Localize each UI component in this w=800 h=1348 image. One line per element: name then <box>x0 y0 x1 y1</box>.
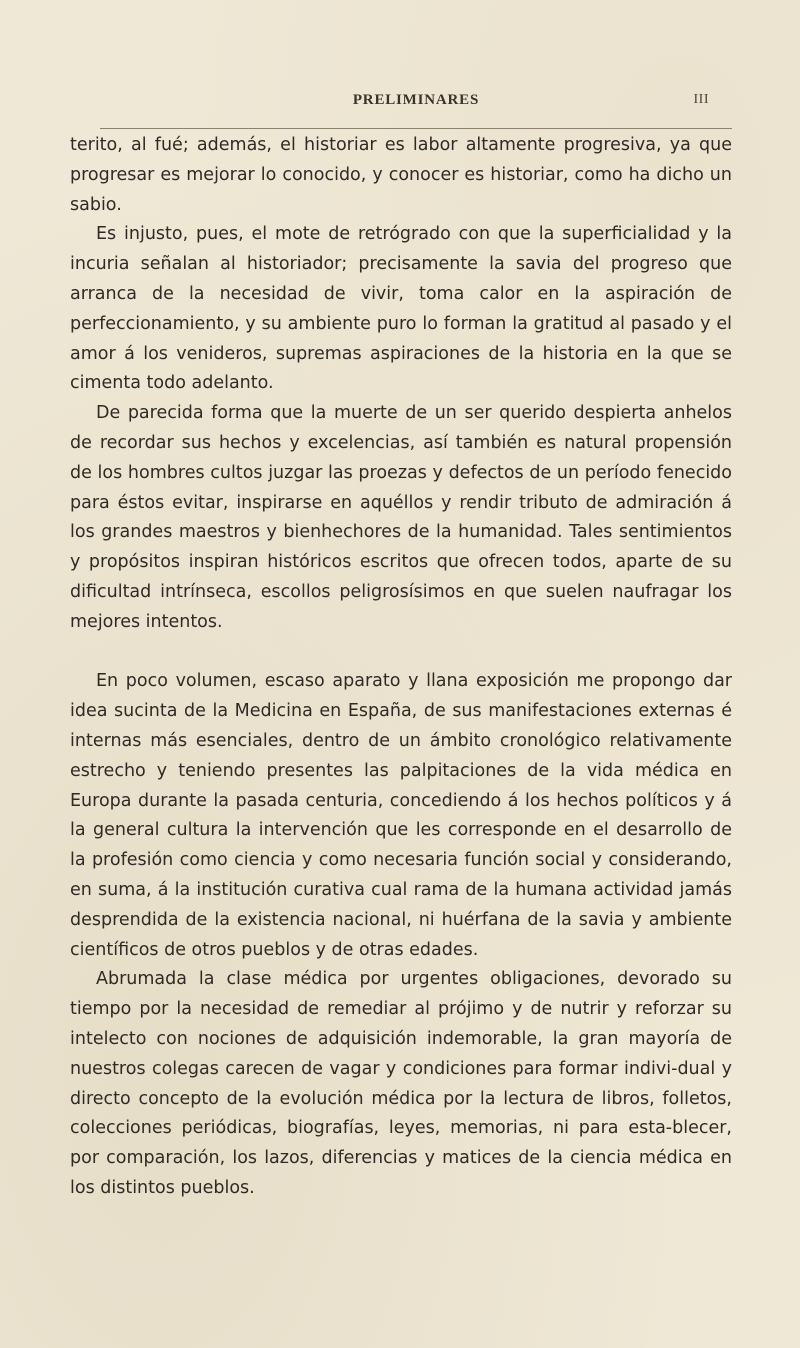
body-text <box>70 131 732 1204</box>
paragraph-continuation: terito, al fué; además, el historiar es labor altamente progresiva, ya que progresar es mejorar lo conocido, y conocer es historiar, como ha dicho un sabio. <box>70 135 732 215</box>
header-rule <box>100 128 732 129</box>
paragraph: En poco volumen, escaso aparato y llana exposición me propongo dar idea sucinta de la Medicina en España, de sus manifestaciones externas é internas más esenciales, dentro de un ámbito cronológico relativamente estrecho y teniendo presentes las palpitaciones de la vida médica en Europa durante la pasada centuria, concediendo á los hechos políticos y á la general cultura la intervención que les corresponde en el desarrollo de la profesión como ciencia y como necesaria función social y considerando, en suma, á la institución curativa cual rama de la humana actividad jamás desprendida de la existencia nacional, ni huérfana de la savia y ambiente científicos de otros pueblos y de otras edades. <box>70 671 732 960</box>
paragraph: Es injusto, pues, el mote de retrógrado con que la superficialidad y la incuria señalan al historiador; precisamente la savia del progreso que arranca de la necesidad de vivir, toma calor en la aspiración de perfeccionamiento, y su ambiente puro lo forman la gratitud al pasado y el amor á los venideros, supremas aspiraciones de la historia en la que se cimenta todo adelanto. <box>70 224 732 394</box>
paragraph: Abrumada la clase médica por urgentes obligaciones, devorado su tiempo por la necesidad de remediar al prójimo y de nutrir y reforzar su intelecto con nociones de adquisición indemorable, la gran mayoría de nuestros colegas carecen de vagar y condiciones para formar indivi-dual y directo concepto de la evolución médica por la lectura de libros, folletos, colecciones periódicas, biografías, leyes, memorias, ni para esta-blecer, por comparación, los lazos, diferencias y matices de la ciencia médica en los distintos pueblos. <box>70 969 732 1198</box>
paragraph: De parecida forma que la muerte de un ser querido despierta anhelos de recordar sus hechos y excelencias, así también es natural propensión de los hombres cultos juzgar las proezas y defectos de un período fenecido para éstos evitar, inspirarse en aquéllos y rendir tributo de admiración á los grandes maestros y bienhechores de la humanidad. Tales sentimientos y propósitos inspiran históricos escritos que ofrecen todos, aparte de su dificultad intrínseca, escollos peligrosísimos en que suelen naufragar los mejores intentos. <box>70 403 732 632</box>
running-head <box>123 92 709 118</box>
running-title: PRELIMINARES <box>352 92 480 108</box>
page-number: III <box>693 92 709 107</box>
